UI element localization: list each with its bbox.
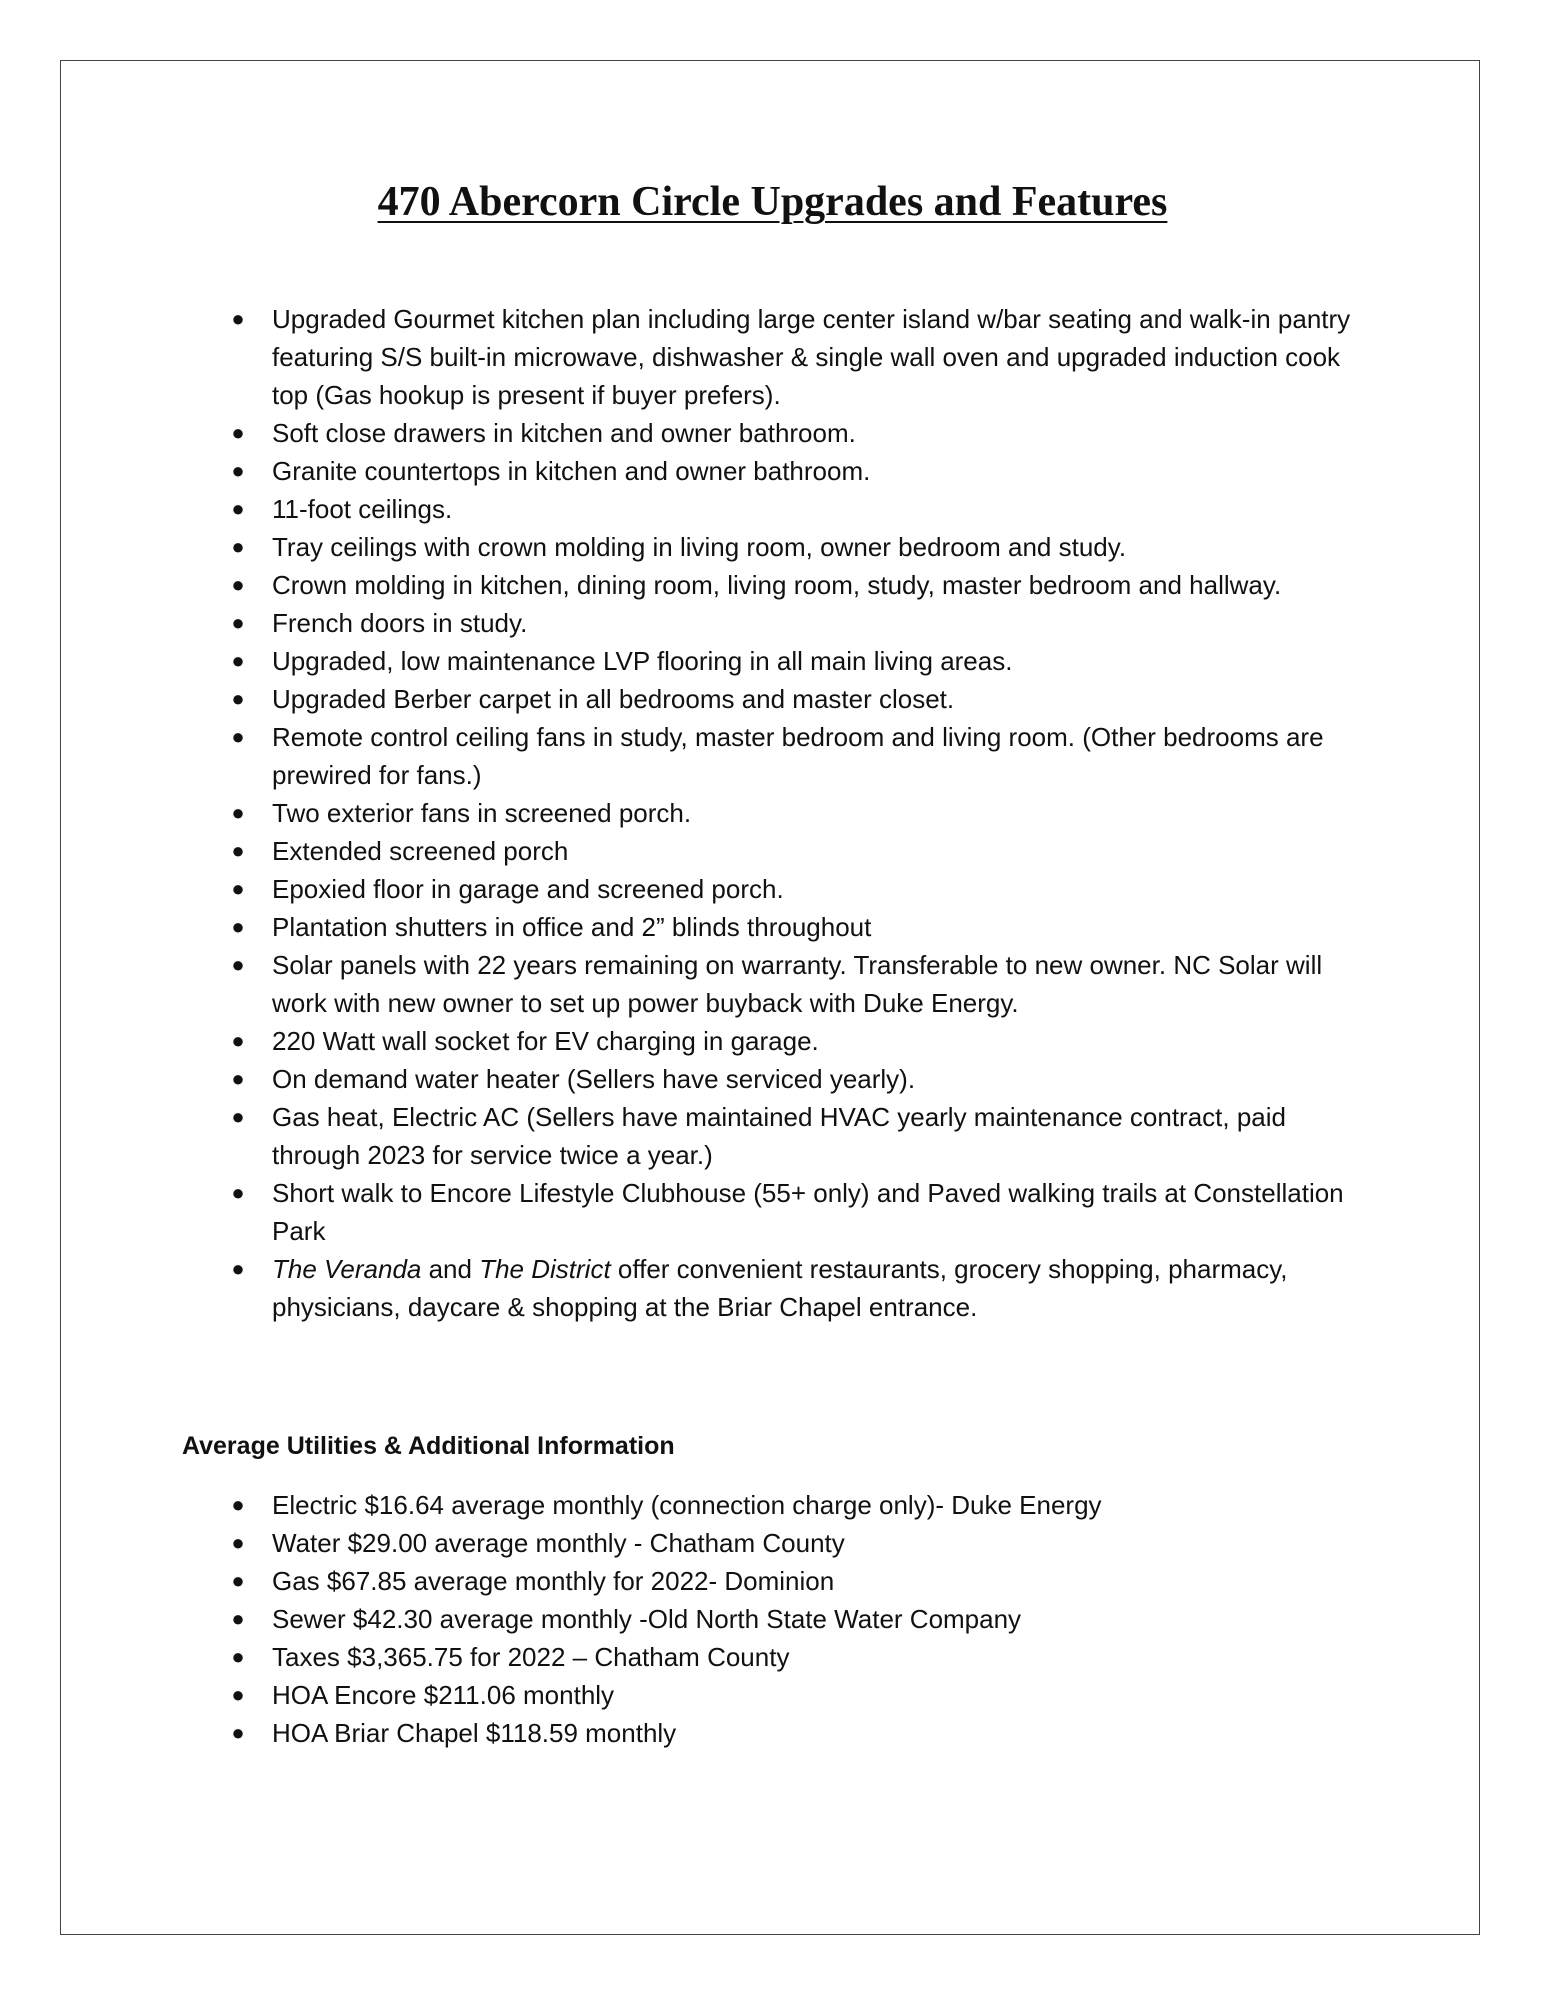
list-item-text: Upgraded Gourmet kitchen plan including large center island w/bar seating and walk-in pantry featuring S/S built-in microwave, dishwasher & single wall oven and upgraded induction cook top (Gas hookup is present if buyer prefers). [272,304,1351,410]
italic-text: The District [479,1254,611,1284]
bullet-icon: ● [231,1066,245,1091]
list-item [228,1060,1378,1098]
bullet-icon: ● [231,1028,245,1053]
bullet-icon: ● [231,876,245,901]
list-item-text: On demand water heater (Sellers have serviced yearly). [272,1064,916,1094]
bullet-icon: ● [231,458,245,483]
plain-text: offer convenient restaurants, grocery shopping, pharmacy, physicians, daycare & shopping at the Briar Chapel entrance. [272,1254,1288,1322]
list-item [228,794,1378,832]
list-item-text: Soft close drawers in kitchen and owner bathroom. [272,418,856,448]
list-item [228,1174,1378,1250]
list-item-text: Two exterior fans in screened porch. [272,798,692,828]
bullet-icon: ● [231,1104,245,1129]
list-item [228,300,1378,414]
list-item [228,1714,1378,1752]
list-item-text: Water $29.00 average monthly - Chatham County [272,1528,845,1558]
bullet-icon: ● [231,306,245,331]
list-item-text: 220 Watt wall socket for EV charging in garage. [272,1026,819,1056]
bullet-icon: ● [231,610,245,635]
bullet-icon: ● [231,420,245,445]
list-item-text: Tray ceilings with crown molding in living room, owner bedroom and study. [272,532,1127,562]
bullet-icon: ● [231,1682,245,1707]
list-item-text: HOA Briar Chapel $118.59 monthly [272,1718,677,1748]
list-item [228,1600,1378,1638]
bullet-icon: ● [231,800,245,825]
bullet-icon: ● [231,1492,245,1517]
list-item-text: Solar panels with 22 years remaining on warranty. Transferable to new owner. NC Solar will work with new owner to set up power buyback with Duke Energy. [272,950,1323,1018]
list-item-text: Short walk to Encore Lifestyle Clubhouse (55+ only) and Paved walking trails at Constellation Park [272,1178,1344,1246]
list-item [228,452,1378,490]
list-item-text [272,1254,1288,1322]
list-item [228,490,1378,528]
list-item [228,1022,1378,1060]
list-item-text: Sewer $42.30 average monthly -Old North State Water Company [272,1604,1022,1634]
bullet-icon: ● [231,686,245,711]
bullet-icon: ● [231,724,245,749]
list-item-text: Granite countertops in kitchen and owner bathroom. [272,456,871,486]
bullet-icon: ● [231,952,245,977]
plain-text: and [421,1254,480,1284]
list-item [228,1098,1378,1174]
italic-text: The Veranda [272,1254,422,1284]
list-item-text: Taxes $3,365.75 for 2022 – Chatham County [272,1642,790,1672]
list-item [228,832,1378,870]
list-item-text: 11-foot ceilings. [272,494,453,524]
bullet-icon: ● [231,648,245,673]
list-item [228,1562,1378,1600]
bullet-icon: ● [231,496,245,521]
bullet-icon: ● [231,1606,245,1631]
list-item-text: Extended screened porch [272,836,569,866]
list-item [228,1638,1378,1676]
list-item-text: Plantation shutters in office and 2” blinds throughout [272,912,872,942]
list-item-text: Remote control ceiling fans in study, master bedroom and living room. (Other bedrooms are prewired for fans.) [272,722,1324,790]
list-item-text: Electric $16.64 average monthly (connection charge only)- Duke Energy [272,1490,1102,1520]
bullet-icon: ● [231,914,245,939]
bullet-icon: ● [231,1720,245,1745]
list-item-text: Upgraded Berber carpet in all bedrooms and master closet. [272,684,955,714]
list-item-text: Epoxied floor in garage and screened porch. [272,874,784,904]
features-list [228,300,1378,1326]
bullet-icon: ● [231,1568,245,1593]
list-item-text: HOA Encore $211.06 monthly [272,1680,615,1710]
list-item [228,718,1378,794]
list-item [228,870,1378,908]
list-item-text: Upgraded, low maintenance LVP flooring in all main living areas. [272,646,1013,676]
list-item [228,642,1378,680]
list-item [228,604,1378,642]
list-item-text: Crown molding in kitchen, dining room, living room, study, master bedroom and hallway. [272,570,1282,600]
list-item [228,528,1378,566]
list-item [228,1486,1378,1524]
list-item [228,1524,1378,1562]
list-item [228,946,1378,1022]
bullet-icon: ● [231,572,245,597]
bullet-icon: ● [231,1530,245,1555]
section-heading: Average Utilities & Additional Information [182,1432,675,1460]
list-item [228,908,1378,946]
list-item [228,414,1378,452]
list-item [228,1250,1378,1326]
bullet-icon: ● [231,838,245,863]
list-item-text: Gas heat, Electric AC (Sellers have maintained HVAC yearly maintenance contract, paid through 2023 for service twice a year.) [272,1102,1286,1170]
list-item [228,680,1378,718]
bullet-icon: ● [231,1180,245,1205]
bullet-icon: ● [231,1256,245,1281]
utilities-list [228,1486,1378,1752]
list-item [228,1676,1378,1714]
list-item-text: French doors in study. [272,608,528,638]
bullet-icon: ● [231,534,245,559]
list-item [228,566,1378,604]
page-title: 470 Abercorn Circle Upgrades and Features [377,179,1168,225]
list-item-text: Gas $67.85 average monthly for 2022- Dominion [272,1566,835,1596]
bullet-icon: ● [231,1644,245,1669]
